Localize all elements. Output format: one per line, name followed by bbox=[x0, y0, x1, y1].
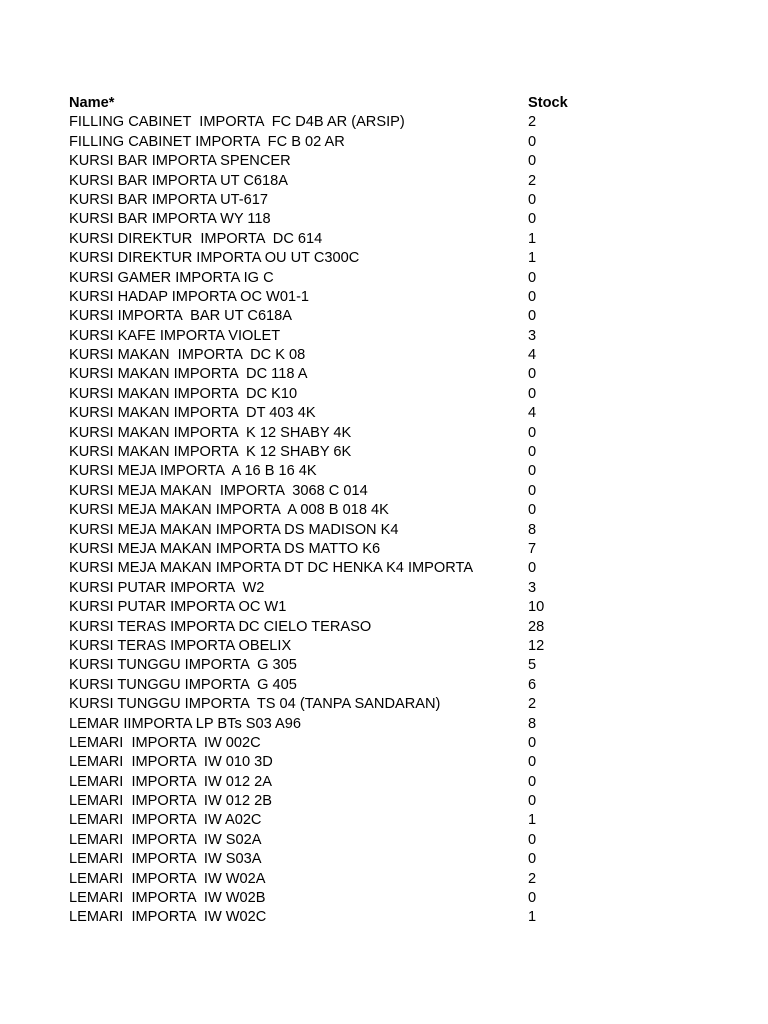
table-row bbox=[69, 288, 709, 307]
table-row bbox=[69, 191, 709, 210]
product-name-cell: FILLING CABINET IMPORTA FC B 02 AR bbox=[69, 133, 345, 150]
stock-cell: 5 bbox=[528, 657, 537, 674]
stock-cell: 0 bbox=[528, 482, 537, 499]
product-name-cell: KURSI TERAS IMPORTA DC CIELO TERASO bbox=[69, 618, 372, 635]
table-row bbox=[69, 152, 709, 171]
table-row bbox=[69, 346, 709, 365]
stock-cell: 3 bbox=[528, 579, 537, 596]
table-row bbox=[69, 773, 709, 792]
table-row bbox=[69, 385, 709, 404]
stock-cell: 0 bbox=[528, 288, 537, 305]
table-row bbox=[69, 792, 709, 811]
stock-cell: 0 bbox=[528, 424, 537, 441]
stock-cell: 0 bbox=[528, 385, 537, 402]
stock-cell: 0 bbox=[528, 793, 537, 810]
column-header-name: Name* bbox=[69, 95, 115, 111]
table-row bbox=[69, 637, 709, 656]
stock-cell: 0 bbox=[528, 269, 537, 286]
product-name-cell: LEMARI IMPORTA IW A02C bbox=[69, 812, 262, 829]
stock-cell: 0 bbox=[528, 890, 537, 907]
product-name-cell: KURSI PUTAR IMPORTA W2 bbox=[69, 579, 265, 596]
stock-cell: 0 bbox=[528, 851, 537, 868]
product-name-cell: KURSI MAKAN IMPORTA DC K 08 bbox=[69, 347, 306, 364]
product-name-cell: LEMARI IMPORTA IW S02A bbox=[69, 831, 262, 848]
product-name-cell: KURSI TUNGGU IMPORTA G 305 bbox=[69, 657, 297, 674]
stock-cell: 12 bbox=[528, 637, 545, 654]
stock-cell: 8 bbox=[528, 715, 537, 732]
table-row bbox=[69, 540, 709, 559]
table-row bbox=[69, 753, 709, 772]
table-row bbox=[69, 210, 709, 229]
product-name-cell: KURSI TUNGGU IMPORTA G 405 bbox=[69, 676, 297, 693]
product-name-cell: LEMARI IMPORTA IW W02B bbox=[69, 890, 266, 907]
product-name-cell: KURSI GAMER IMPORTA IG C bbox=[69, 269, 274, 286]
column-header-stock: Stock bbox=[528, 95, 568, 111]
stock-cell: 0 bbox=[528, 831, 537, 848]
stock-cell: 28 bbox=[528, 618, 545, 635]
stock-cell: 2 bbox=[528, 114, 537, 131]
product-name-cell: KURSI MAKAN IMPORTA DC 118 A bbox=[69, 366, 308, 383]
stock-cell: 1 bbox=[528, 812, 537, 829]
table-row bbox=[69, 889, 709, 908]
stock-cell: 0 bbox=[528, 734, 537, 751]
table-row bbox=[69, 269, 709, 288]
stock-cell: 1 bbox=[528, 230, 537, 247]
product-name-cell: KURSI HADAP IMPORTA OC W01-1 bbox=[69, 288, 310, 305]
table-row bbox=[69, 501, 709, 520]
stock-cell: 0 bbox=[528, 502, 537, 519]
table-row bbox=[69, 656, 709, 675]
table-row bbox=[69, 424, 709, 443]
stock-cell: 0 bbox=[528, 463, 537, 480]
table-row bbox=[69, 559, 709, 578]
stock-cell: 1 bbox=[528, 909, 537, 926]
product-name-cell: KURSI PUTAR IMPORTA OC W1 bbox=[69, 599, 287, 616]
stock-cell: 0 bbox=[528, 133, 537, 150]
product-name-cell: LEMARI IMPORTA IW 012 2A bbox=[69, 773, 273, 790]
product-name-cell: KURSI DIREKTUR IMPORTA DC 614 bbox=[69, 230, 323, 247]
table-row bbox=[69, 579, 709, 598]
product-name-cell: KURSI BAR IMPORTA UT C618A bbox=[69, 172, 288, 189]
stock-cell: 0 bbox=[528, 366, 537, 383]
table-row bbox=[69, 811, 709, 830]
stock-cell: 0 bbox=[528, 754, 537, 771]
stock-cell: 0 bbox=[528, 308, 537, 325]
table-row bbox=[69, 249, 709, 268]
product-name-cell: LEMARI IMPORTA IW 002C bbox=[69, 734, 261, 751]
stock-cell: 10 bbox=[528, 599, 545, 616]
stock-cell: 3 bbox=[528, 327, 537, 344]
product-name-cell: LEMARI IMPORTA IW 012 2B bbox=[69, 793, 273, 810]
table-row bbox=[69, 908, 709, 927]
stock-cell: 1 bbox=[528, 250, 537, 267]
product-name-cell: KURSI MEJA MAKAN IMPORTA DT DC HENKA K4 IMPORTA bbox=[69, 560, 474, 577]
table-row bbox=[69, 404, 709, 423]
stock-cell: 7 bbox=[528, 540, 537, 557]
product-name-cell: FILLING CABINET IMPORTA FC D4B AR (ARSIP) bbox=[69, 114, 405, 131]
product-name-cell: KURSI MAKAN IMPORTA DC K10 bbox=[69, 385, 298, 402]
product-name-cell: KURSI MEJA IMPORTA A 16 B 16 4K bbox=[69, 463, 317, 480]
product-name-cell: KURSI IMPORTA BAR UT C618A bbox=[69, 308, 293, 325]
product-name-cell: KURSI MAKAN IMPORTA K 12 SHABY 4K bbox=[69, 424, 352, 441]
stock-cell: 4 bbox=[528, 405, 537, 422]
stock-cell: 2 bbox=[528, 696, 537, 713]
stock-cell: 0 bbox=[528, 211, 537, 228]
stock-cell: 0 bbox=[528, 153, 537, 170]
product-name-cell: KURSI DIREKTUR IMPORTA OU UT C300C bbox=[69, 250, 360, 267]
product-name-cell: LEMARI IMPORTA IW S03A bbox=[69, 851, 262, 868]
product-name-cell: KURSI MAKAN IMPORTA DT 403 4K bbox=[69, 405, 316, 422]
product-name-cell: KURSI BAR IMPORTA SPENCER bbox=[69, 153, 291, 170]
table-row bbox=[69, 598, 709, 617]
table-row bbox=[69, 172, 709, 191]
table-body bbox=[69, 113, 709, 927]
inventory-table bbox=[69, 94, 709, 928]
table-row bbox=[69, 133, 709, 152]
product-name-cell: KURSI TERAS IMPORTA OBELIX bbox=[69, 637, 292, 654]
stock-cell: 8 bbox=[528, 521, 537, 538]
stock-cell: 2 bbox=[528, 870, 537, 887]
product-name-cell: KURSI MEJA MAKAN IMPORTA DS MATTO K6 bbox=[69, 540, 381, 557]
stock-cell: 6 bbox=[528, 676, 537, 693]
table-row bbox=[69, 482, 709, 501]
table-header-row bbox=[69, 94, 709, 113]
stock-cell: 0 bbox=[528, 444, 537, 461]
stock-cell: 4 bbox=[528, 347, 537, 364]
product-name-cell: LEMARI IMPORTA IW W02A bbox=[69, 870, 266, 887]
table-row bbox=[69, 230, 709, 249]
product-name-cell: KURSI TUNGGU IMPORTA TS 04 (TANPA SANDARAN) bbox=[69, 696, 441, 713]
table-row bbox=[69, 715, 709, 734]
table-row bbox=[69, 850, 709, 869]
stock-cell: 0 bbox=[528, 191, 537, 208]
product-name-cell: KURSI MEJA MAKAN IMPORTA A 008 B 018 4K bbox=[69, 502, 389, 519]
product-name-cell: KURSI BAR IMPORTA UT-617 bbox=[69, 191, 268, 208]
table-row bbox=[69, 695, 709, 714]
product-name-cell: KURSI KAFE IMPORTA VIOLET bbox=[69, 327, 281, 344]
table-row bbox=[69, 734, 709, 753]
product-name-cell: LEMAR IIMPORTA LP BTs S03 A96 bbox=[69, 715, 301, 732]
product-name-cell: KURSI BAR IMPORTA WY 118 bbox=[69, 211, 271, 228]
product-name-cell: KURSI MEJA MAKAN IMPORTA 3068 C 014 bbox=[69, 482, 368, 499]
product-name-cell: KURSI MAKAN IMPORTA K 12 SHABY 6K bbox=[69, 444, 352, 461]
stock-cell: 2 bbox=[528, 172, 537, 189]
table-row bbox=[69, 831, 709, 850]
product-name-cell: LEMARI IMPORTA IW W02C bbox=[69, 909, 267, 926]
product-name-cell: KURSI MEJA MAKAN IMPORTA DS MADISON K4 bbox=[69, 521, 399, 538]
table-row bbox=[69, 327, 709, 346]
table-row bbox=[69, 676, 709, 695]
table-row bbox=[69, 443, 709, 462]
table-row bbox=[69, 521, 709, 540]
table-row bbox=[69, 462, 709, 481]
table-row bbox=[69, 618, 709, 637]
table-row bbox=[69, 113, 709, 132]
table-row bbox=[69, 307, 709, 326]
product-name-cell: LEMARI IMPORTA IW 010 3D bbox=[69, 754, 273, 771]
table-row bbox=[69, 870, 709, 889]
table-row bbox=[69, 365, 709, 384]
stock-cell: 0 bbox=[528, 773, 537, 790]
stock-cell: 0 bbox=[528, 560, 537, 577]
